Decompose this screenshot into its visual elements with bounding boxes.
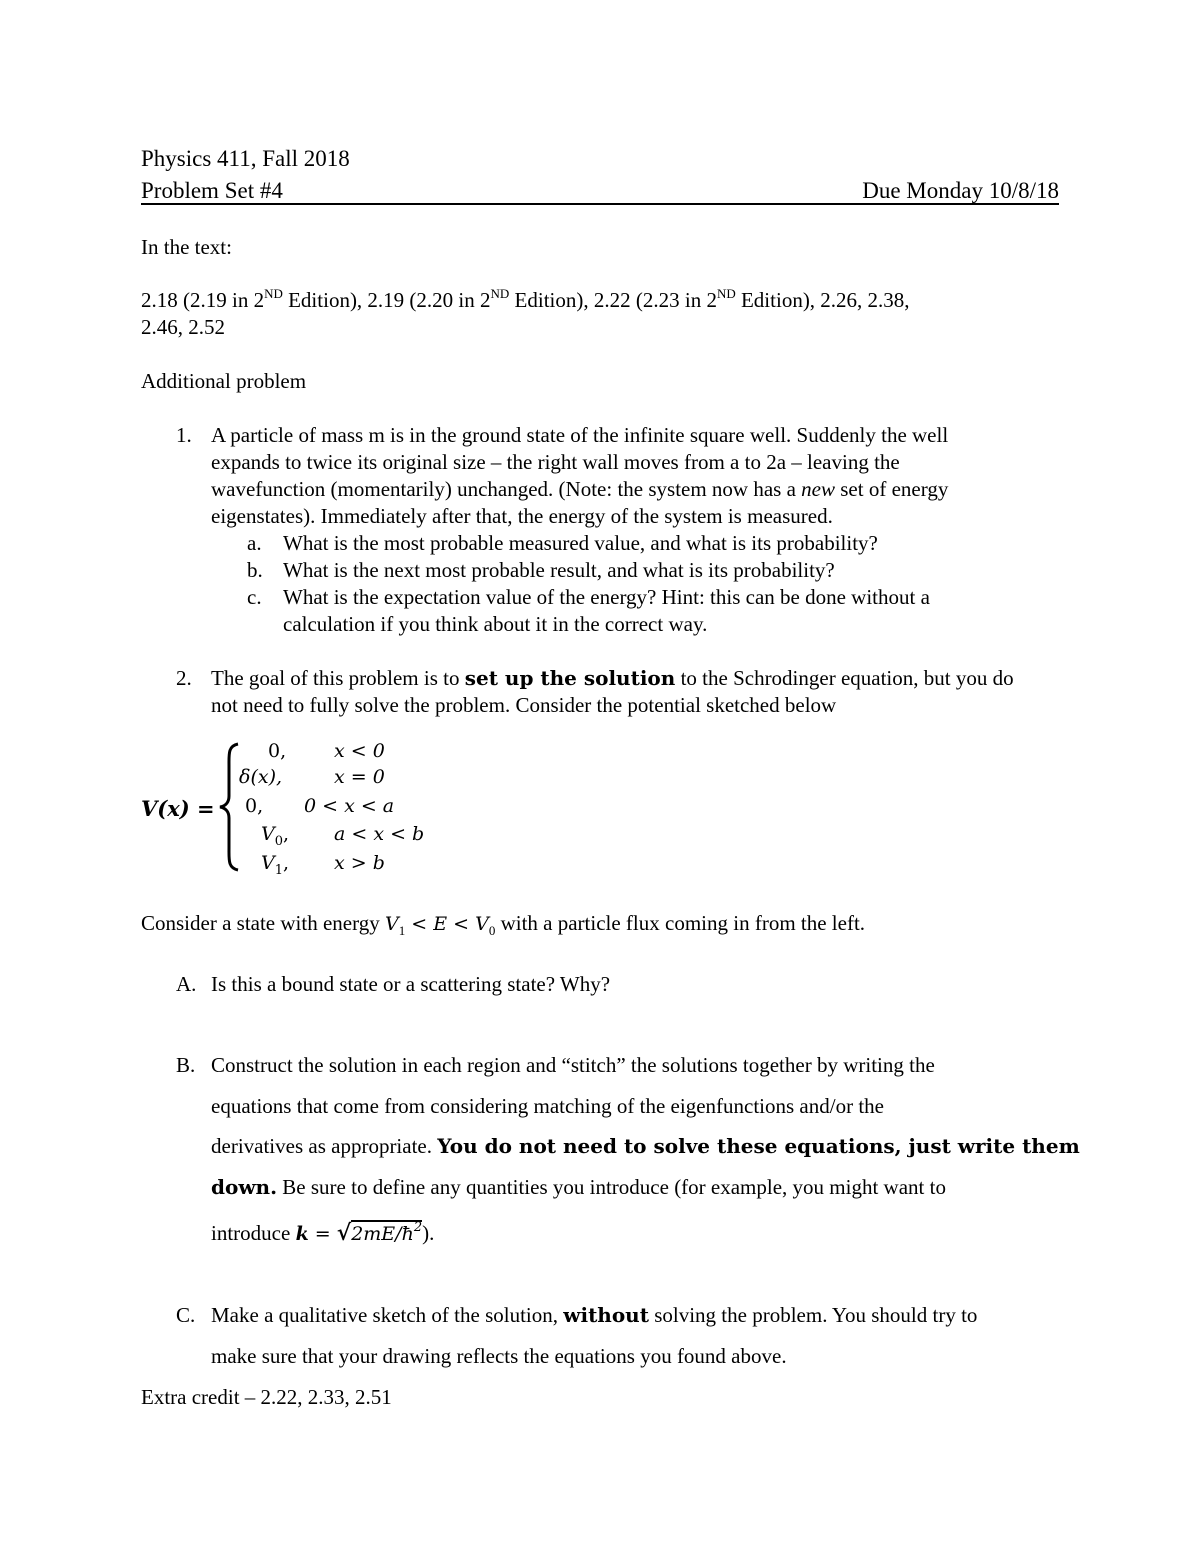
q2-bold-phrase: set up the solution [464,666,676,690]
textbook-problems-c: Edition), 2.22 (2.23 in 2 [509,288,717,312]
edition-superscript: ND [490,286,510,301]
case-5-condition: x > b [334,852,385,874]
subpart-b-line3-a: derivatives as appropriate. [211,1134,438,1158]
q1-part-a-label: a. [247,531,262,555]
q1-line3-b: set of energy [835,477,949,501]
state-sub-1: 1 [398,923,406,938]
subpart-b-bold: You do not need to solve these equations, just write them [437,1134,1080,1158]
q1-line3-a: wavefunction (momentarily) unchanged. (Note: the system now has a [211,477,802,501]
additional-heading: Additional problem [141,369,307,393]
edition-superscript: ND [716,286,736,301]
case-2-condition: x = 0 [334,766,385,788]
case-3-value: 0, [245,795,264,817]
state-text-b: with a particle flux coming in from the left. [495,911,866,935]
radicand-sup: 2 [413,1220,423,1235]
subpart-c-line1-b: solving the problem. You should try to [648,1303,978,1327]
subpart-a-label: A. [176,972,197,996]
header-rule [141,203,1059,205]
case-4-condition: a < x < b [334,823,425,845]
case-1-condition: x < 0 [334,740,385,762]
q1-part-c-line2: calculation if you think about it in the correct way. [283,612,708,636]
potential-lhs-text: V(x) = [141,796,215,821]
q1-part-c-label: c. [247,585,262,609]
q1-part-a-text: What is the most probable measured value, and what is its probability? [283,531,878,555]
subpart-b-line5 [211,1220,434,1248]
subpart-b-line3 [211,1133,1080,1160]
case-2-value: δ(x), [239,766,283,788]
state-sub-0: 0 [488,923,496,938]
case-4-comma: , [283,823,290,845]
q1-line2: expands to twice its original size – the right wall moves from a to 2a – leaving the [211,450,900,474]
case-4-symbol: V [261,823,275,845]
q1-line3 [211,476,948,503]
text-intro: In the text: [141,235,232,259]
case-4-value [261,821,289,848]
subpart-b-line5-a: introduce [211,1221,296,1245]
radicand-text: 2mE/ħ [351,1223,414,1245]
textbook-problems-a: 2.18 (2.19 in 2 [141,288,265,312]
subpart-c-label: C. [176,1303,196,1327]
state-inequality: < E < V [405,913,489,935]
textbook-problems [141,287,910,314]
textbook-problems-line2: 2.46, 2.52 [141,315,225,339]
q1-line4: eigenstates). Immediately after that, the energy of the system is measured. [211,504,833,528]
q1-part-c-text: What is the expectation value of the energy? Hint: this can be done without a [283,585,930,609]
subpart-b-line4 [211,1174,946,1201]
problem-set-title: Problem Set #4 [141,178,283,203]
case-5-comma: , [283,852,290,874]
subpart-b-line2: equations that come from considering matching of the eigenfunctions and/or the [211,1094,884,1118]
q1-part-b-text: What is the next most probable result, and what is its probability? [283,558,835,582]
subpart-a-text: Is this a bound state or a scattering state? Why? [211,972,611,996]
subpart-c-bold: without [563,1303,649,1327]
equals-sign: = [308,1223,337,1245]
q2-line1 [211,665,1014,692]
q2-line1-a: The goal of this problem is to [211,666,465,690]
edition-superscript: ND [264,286,283,301]
q2-line1-b: to the Schrodinger equation, but you do [675,666,1014,690]
subpart-b-line1: Construct the solution in each region and “stitch” the solutions together by writing the [211,1053,935,1077]
state-text-a: Consider a state with energy [141,911,385,935]
k-symbol: k [295,1223,309,1245]
subpart-c-line1 [211,1302,977,1329]
q2-number: 2. [176,666,192,690]
textbook-problems-b: Edition), 2.19 (2.20 in 2 [282,288,491,312]
extra-credit: Extra credit – 2.22, 2.33, 2.51 [141,1385,392,1409]
case-1-value: 0, [268,740,287,762]
subpart-c-line1-a: Make a qualitative sketch of the solution, [211,1303,564,1327]
radicand [351,1220,422,1245]
subpart-b-bold-down: down. [211,1175,278,1199]
case-4-sub: 0 [274,834,284,849]
potential-lhs [141,795,215,823]
q1-emphasis: new [801,477,835,501]
q1-part-b-label: b. [247,558,263,582]
subpart-b-label: B. [176,1053,196,1077]
state-statement [141,910,865,938]
textbook-problems-d: Edition), 2.26, 2.38, [735,288,910,312]
q1-number: 1. [176,423,192,447]
due-date: Due Monday 10/8/18 [862,178,1059,203]
q2-line2: not need to fully solve the problem. Consider the potential sketched below [211,693,837,717]
left-brace-icon [218,742,240,872]
subpart-b-line4-b: Be sure to define any quantities you introduce (for example, you might want to [277,1175,946,1199]
case-5-value [261,850,289,877]
case-5-sub: 1 [274,863,284,878]
subpart-b-line5-end: ). [422,1221,435,1245]
q1-line1: A particle of mass m is in the ground state of the infinite square well. Suddenly the well [211,423,949,447]
state-v1: V [384,913,399,935]
case-3-condition: 0 < x < a [304,795,395,817]
subpart-c-line2: make sure that your drawing reflects the equations you found above. [211,1344,787,1368]
sqrt-icon: √ [336,1220,352,1246]
case-5-symbol: V [261,852,275,874]
course-title: Physics 411, Fall 2018 [141,146,350,171]
